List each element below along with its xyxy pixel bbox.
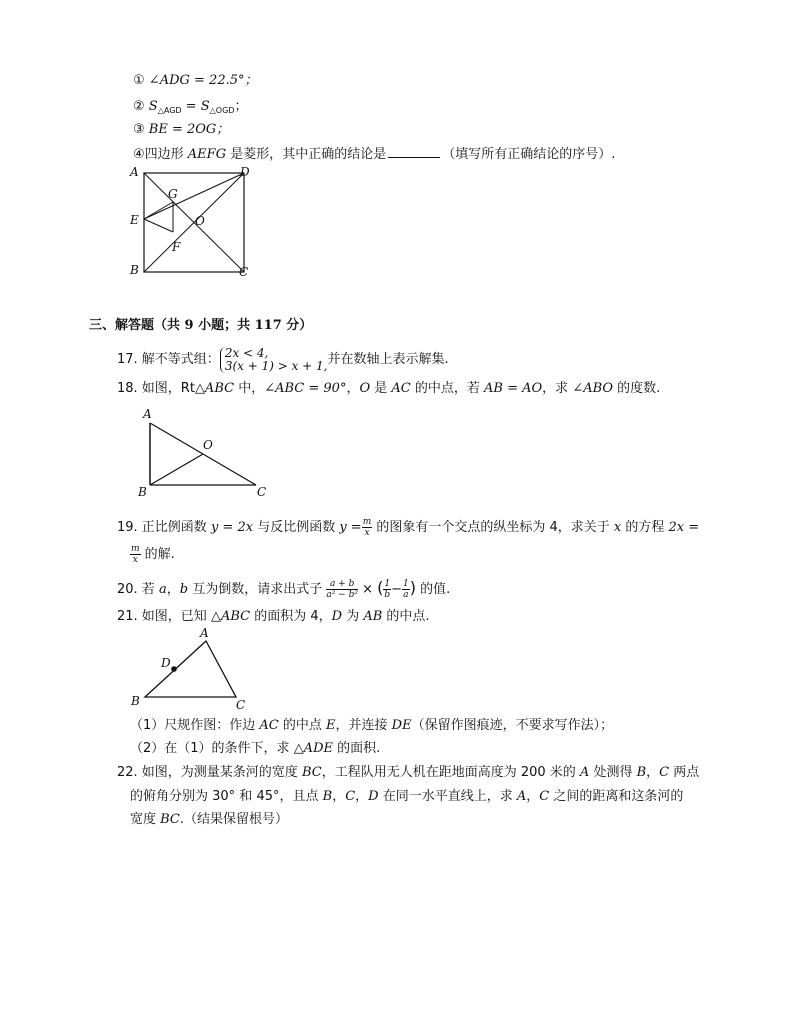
q22-l1-a: 22. 如图，为测量某条河的宽度 <box>117 765 302 780</box>
label-g: G <box>168 187 178 201</box>
q22-l2-h: A <box>516 789 527 804</box>
q20-tail: 的值. <box>415 582 451 597</box>
question-22-line-2 <box>130 788 683 806</box>
q21-c: 的面积为 4， <box>250 609 332 624</box>
fraction-one-over-a <box>402 579 410 600</box>
q18-f: O <box>359 381 371 396</box>
label-b: B <box>131 694 140 708</box>
q21-p2-a: （2）在（1）的条件下，求 <box>130 741 294 756</box>
q21-p1-d: E <box>326 718 336 733</box>
q18-k: ，求 <box>542 381 573 396</box>
question-17-number: 17. 解不等式组： <box>117 352 220 367</box>
q20-c: ， <box>166 582 180 597</box>
label-o: O <box>203 438 213 452</box>
q21-e: 为 <box>342 609 364 624</box>
q22-l2-g: 在同一水平直线上，求 <box>378 789 517 804</box>
question-22-line-3 <box>130 811 288 829</box>
answer-blank <box>388 145 440 158</box>
statement-2 <box>133 98 247 120</box>
q21-g: 的中点. <box>382 609 430 624</box>
q22-l2-e: ， <box>355 789 369 804</box>
q22-l1-f: B <box>636 765 647 780</box>
question-17 <box>117 345 449 375</box>
q18-i: 的中点，若 <box>410 381 485 396</box>
q22-l1-b: BC <box>301 765 322 780</box>
statement-2-sub-b: △OGD <box>209 106 235 115</box>
q22-l3-c: .（结果保留根号） <box>179 812 289 827</box>
question-21 <box>117 608 430 626</box>
q19-g: 的方程 <box>621 520 669 535</box>
label-b: B <box>130 263 139 277</box>
statement-4-a: ④四边形 <box>133 147 188 162</box>
q22-l2-d: C <box>345 789 356 804</box>
q22-l2-k: 之间的距离和这条河的 <box>549 789 684 804</box>
inequality-row-1: 2x < 4, <box>224 345 269 360</box>
statement-3 <box>133 121 229 139</box>
label-c: C <box>239 265 249 279</box>
frac2-den: b <box>384 590 391 600</box>
statement-2-sub-a: △AGD <box>157 106 182 115</box>
question-19-line-1 <box>117 515 699 541</box>
section-title: 三、解答题（共 9 小题；共 117 分） <box>89 318 313 333</box>
q21-p1-a: （1）尺规作图：作边 <box>130 718 260 733</box>
q21-p2-b: △ADE <box>293 741 333 756</box>
q22-l2-i: ， <box>526 789 540 804</box>
q18-h: AC <box>391 381 411 396</box>
fraction-m-over-x <box>362 517 373 538</box>
figure-right-triangle <box>138 405 278 500</box>
q19-c: 与反比例函数 <box>253 520 340 535</box>
q19-h: 2x = <box>668 520 700 535</box>
statement-3-marker: ③ <box>133 122 145 137</box>
fraction-sum-over-diff <box>326 579 358 600</box>
q18-m: 的度数. <box>613 381 661 396</box>
statement-4-math: AEFG <box>187 147 227 162</box>
frac-den: x <box>364 528 370 538</box>
question-19-line-2 <box>130 542 175 568</box>
q22-l3-a: 宽度 <box>130 812 161 827</box>
question-21-part-1 <box>130 717 613 735</box>
statement-1-marker: ① <box>133 73 145 88</box>
q21-p1-c: 的中点 <box>278 718 327 733</box>
fraction-one-over-b <box>383 579 391 600</box>
q20-times: × <box>357 582 378 597</box>
q20-a: 20. 若 <box>117 582 159 597</box>
label-a: A <box>143 407 152 421</box>
question-20 <box>117 575 450 601</box>
question-18 <box>117 380 660 398</box>
label-d: D <box>161 656 171 670</box>
label-a: A <box>130 165 139 179</box>
segment-ef <box>144 219 173 232</box>
q19-f: x <box>613 520 622 535</box>
frac1-num: a + b <box>326 579 358 590</box>
q19-e: 的图象有一个交点的纵坐标为 4，求关于 <box>372 520 614 535</box>
question-17-tail: 并在数轴上表示解集. <box>327 352 449 367</box>
frac-num-2: m <box>131 544 140 554</box>
label-c: C <box>236 698 246 712</box>
q21-a: 21. 如图，已知 <box>117 609 211 624</box>
frac3-den: a <box>403 590 409 600</box>
q22-l2-b: B <box>322 789 333 804</box>
q18-l: ∠ABO <box>572 381 614 396</box>
midpoint-d-dot <box>171 666 177 672</box>
label-b: B <box>138 485 147 499</box>
label-d: D <box>240 165 250 179</box>
question-21-part-2 <box>130 740 380 758</box>
statement-4-b: 是菱形，其中正确的结论是 <box>226 147 387 162</box>
frac-num: m <box>362 517 372 527</box>
q19-b: y = 2x <box>210 520 254 535</box>
q22-l2-a: 的俯角分别为 30° 和 45°，且点 <box>130 789 323 804</box>
statement-2-s-a: S <box>148 99 158 114</box>
q19-line2-tail: 的解. <box>140 547 175 562</box>
label-a: A <box>200 626 209 640</box>
statement-4-c: （填写所有正确结论的序号）. <box>442 147 616 162</box>
statement-2-eq: = S <box>181 99 210 114</box>
statement-1-math: ∠ADG = 22.5°； <box>148 73 258 88</box>
q22-l1-i: 两点 <box>669 765 700 780</box>
q20-d: b <box>179 582 189 597</box>
q22-l2-c: ， <box>332 789 346 804</box>
q18-b: △ABC <box>194 381 235 396</box>
q20-b: a <box>158 582 167 597</box>
fraction-m-over-x-2 <box>130 544 141 565</box>
statement-2-marker: ② <box>133 99 145 114</box>
q21-d: D <box>331 609 343 624</box>
frac3-num: 1 <box>403 579 409 589</box>
q21-f: AB <box>363 609 383 624</box>
triangle-outline <box>145 641 236 697</box>
label-c: C <box>257 485 267 499</box>
q22-l1-d: A <box>579 765 590 780</box>
segment-eg <box>144 202 173 219</box>
q22-l1-c: ，工程队用无人机在距地面高度为 200 米的 <box>321 765 580 780</box>
figure-square-abcd <box>125 162 265 277</box>
paren-close: ) <box>409 578 416 597</box>
q19-d: y = <box>339 520 362 535</box>
statement-1 <box>133 72 258 90</box>
inequality-system <box>220 347 328 373</box>
statement-2-end: ； <box>234 99 248 114</box>
q18-a: 18. 如图，Rt <box>117 381 195 396</box>
segment-de <box>144 173 244 219</box>
q21-p1-e: ，并连接 <box>335 718 392 733</box>
q21-p1-b: AC <box>259 718 279 733</box>
label-f: F <box>172 240 181 254</box>
question-22-line-1 <box>117 764 699 782</box>
q18-d: ∠ABC = 90° <box>264 381 347 396</box>
frac2-num: 1 <box>384 579 391 589</box>
inequality-row-2: 3(x + 1) > x + 1, <box>224 358 328 373</box>
q20-e: 互为倒数，请求出式子 <box>188 582 327 597</box>
q22-l2-f: D <box>368 789 379 804</box>
label-e: E <box>130 213 139 227</box>
paren-open: ( <box>377 578 384 597</box>
q22-l1-h: C <box>659 765 670 780</box>
label-o: O <box>195 214 205 228</box>
figure-triangle-abc <box>128 625 258 713</box>
frac1-den: a² − b² <box>326 590 358 600</box>
q22-l1-g: ， <box>646 765 660 780</box>
q20-minus: − <box>391 582 402 597</box>
q22-l2-j: C <box>539 789 550 804</box>
q18-c: 中， <box>234 381 265 396</box>
frac-den-2: x <box>132 555 138 565</box>
q18-e: ， <box>346 381 360 396</box>
segment-bo <box>150 454 203 485</box>
q21-p2-c: 的面积. <box>333 741 381 756</box>
q18-g: 是 <box>370 381 392 396</box>
q22-l1-e: 处测得 <box>589 765 637 780</box>
q18-j: AB = AO <box>484 381 543 396</box>
q21-p1-f: DE <box>391 718 412 733</box>
q22-l3-b: BC <box>160 812 180 827</box>
q21-p1-g: （保留作图痕迹，不要求写作法）； <box>411 718 614 733</box>
q21-b: △ABC <box>210 609 251 624</box>
q19-a: 19. 正比例函数 <box>117 520 211 535</box>
statement-3-math: BE = 2OG； <box>148 122 230 137</box>
